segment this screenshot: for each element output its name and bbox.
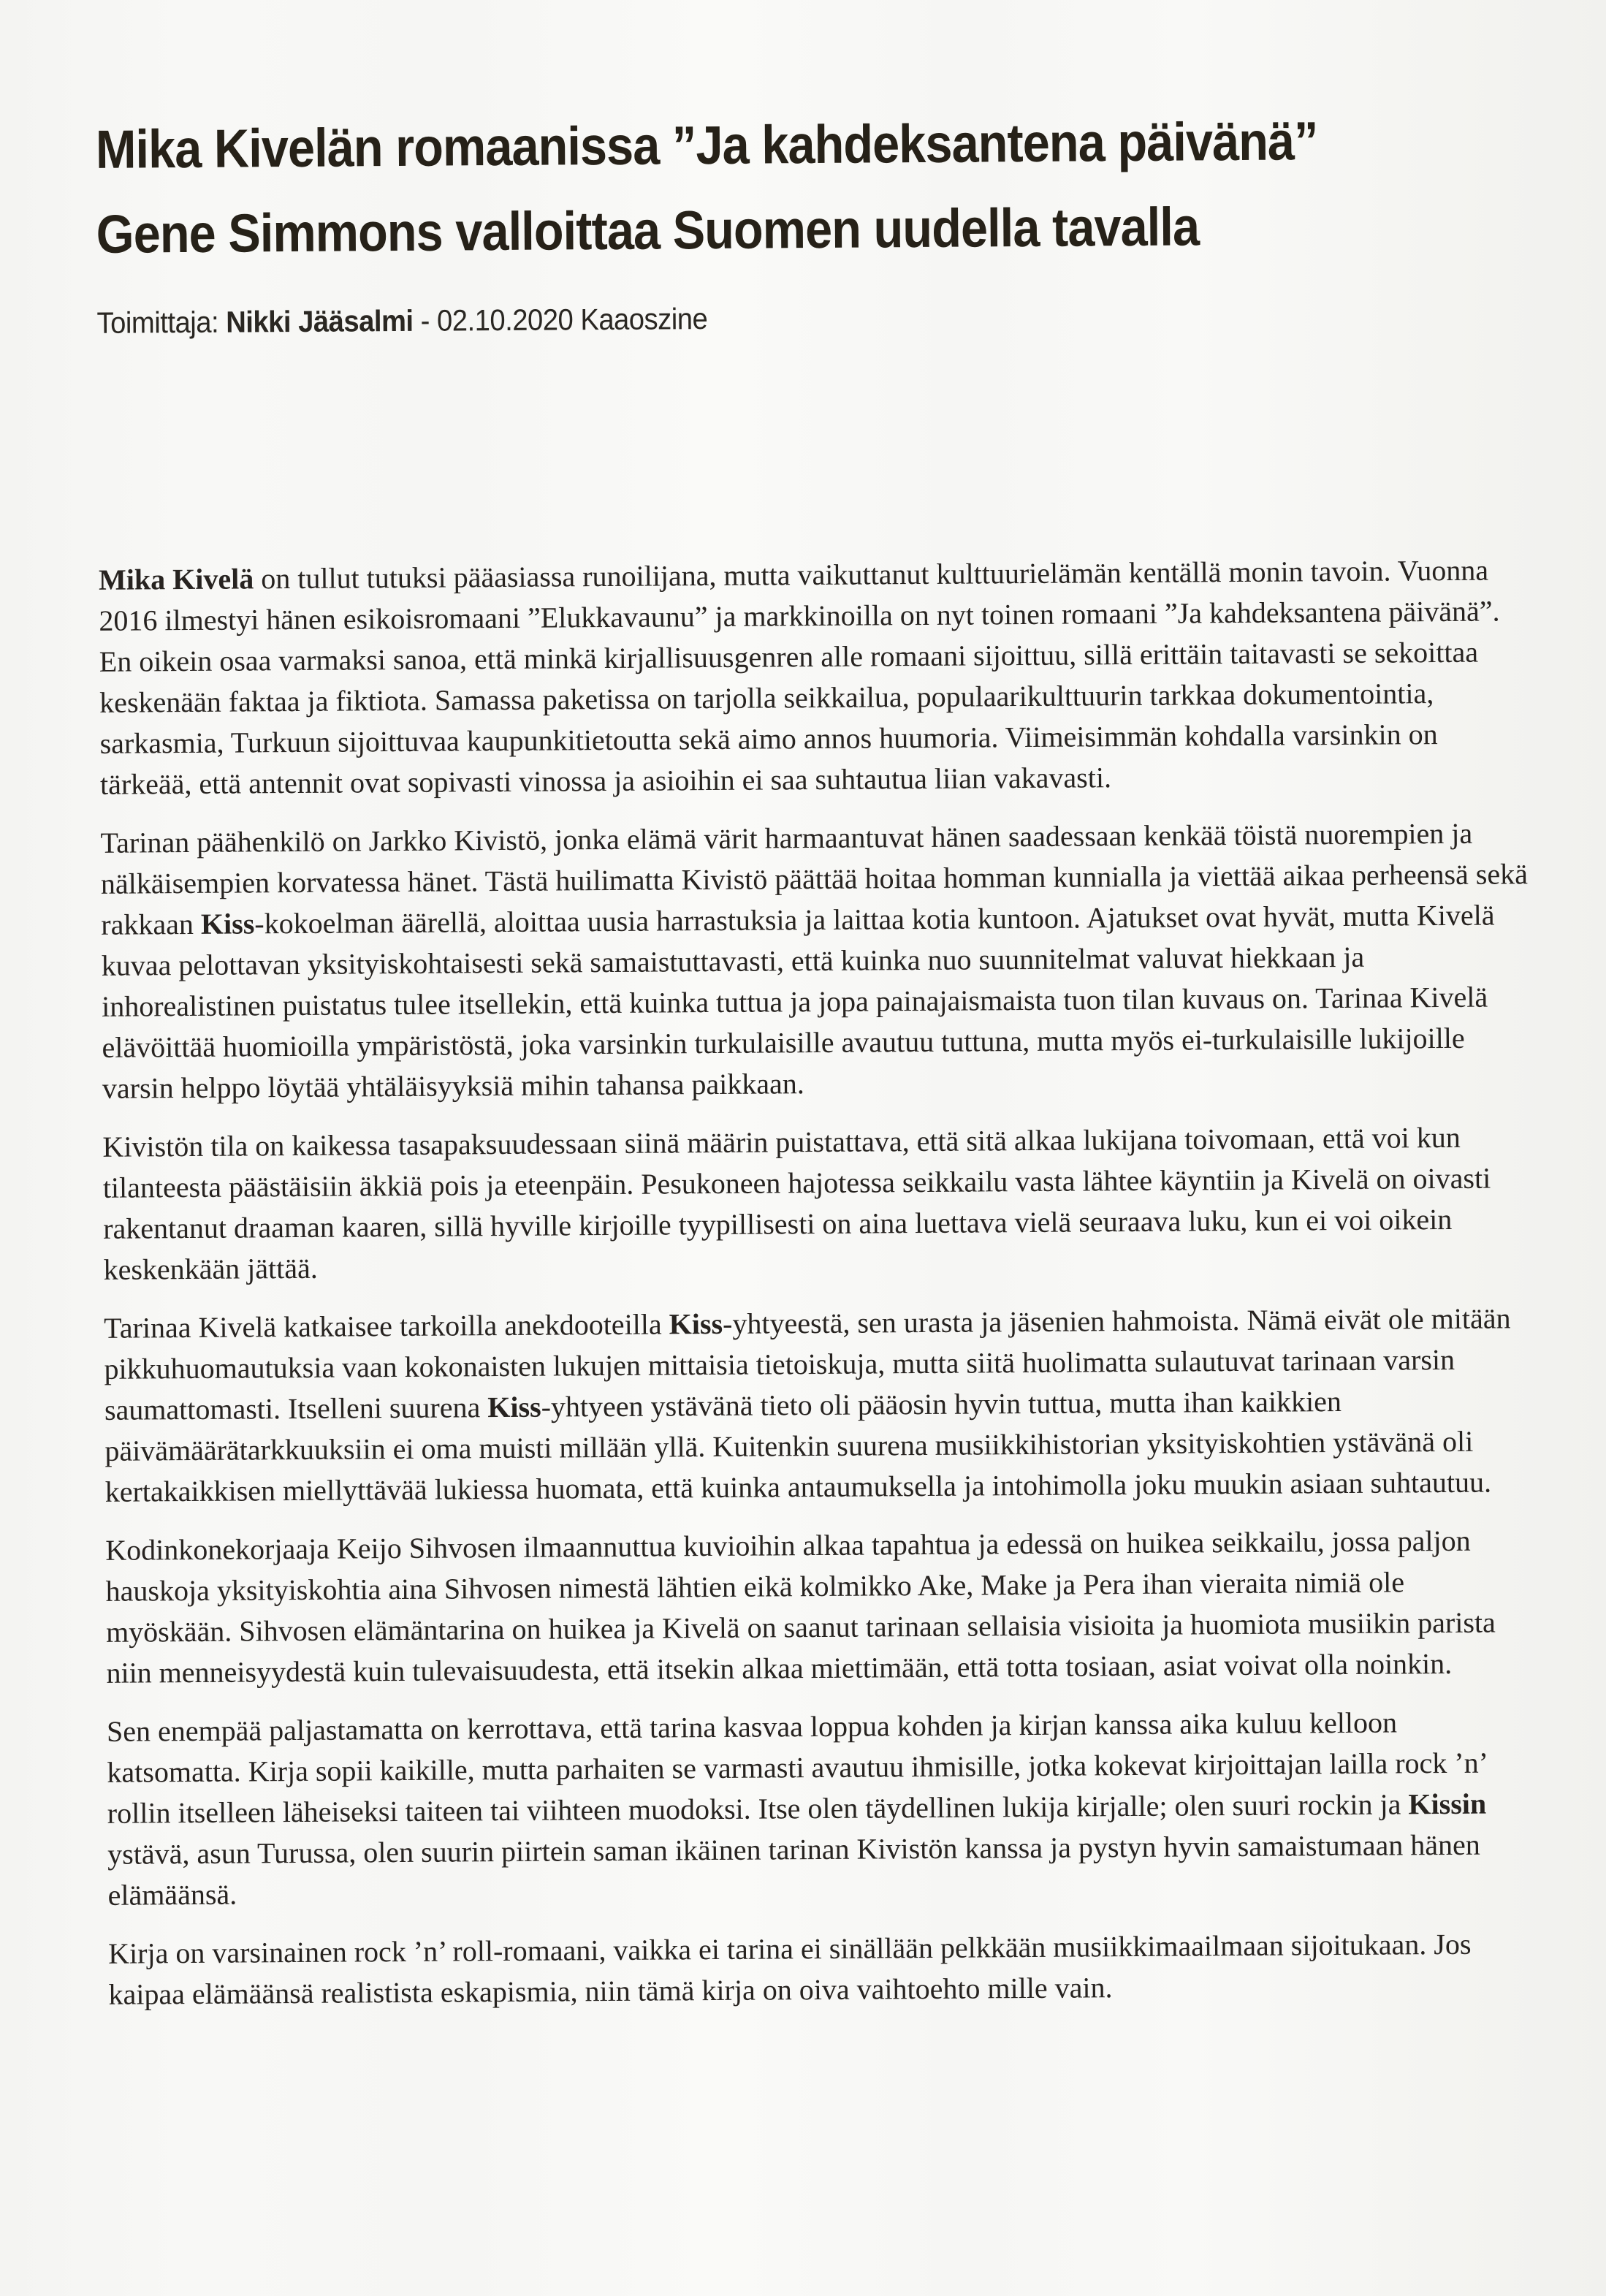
bold-text-run: Mika Kivelä xyxy=(98,562,254,596)
byline-prefix: Toimittaja: xyxy=(96,305,227,340)
article-paragraph-4 xyxy=(104,1298,1536,1513)
article-paragraph-7 xyxy=(108,1923,1540,2015)
bold-text-run: Kiss xyxy=(200,907,255,940)
byline xyxy=(96,297,1428,341)
article-title xyxy=(96,97,1529,277)
article-title-line-2: Gene Simmons valloittaa Suomen uudella tavalla xyxy=(96,196,1200,265)
bold-text-run: Kiss xyxy=(669,1307,723,1341)
article-body xyxy=(99,550,1540,2015)
byline-author: Nikki Jääsalmi xyxy=(226,303,414,339)
text-run: Kirja on varsinainen rock ’n’ roll-romaani, vaikka ei tarina ei sinällään pelkkään musiikkimaailmaan sijoitukaan. Jos kaipaa elämäänsä realistista eskapismia, niin tämä kirja on oiva vaihtoehto mille vain. xyxy=(108,1927,1472,2011)
text-run: Tarinaa Kivelä katkaisee tarkoilla anekdooteilla xyxy=(104,1307,669,1345)
text-run: Tarinan päähenkilö on Jarkko Kivistö, jonka elämä värit harmaantuvat hänen saadessaan kenkää töistä nuorempien ja nälkäisempien korvatessa hänet. Tästä huilimatta Kivistö päättää hoitaa homman kunnialla ja viettää aikaa perheensä sekä rakkaan xyxy=(100,816,1529,941)
text-run: on tullut tutuksi pääasiassa runoilijana, mutta vaikuttanut kulttuurielämän kentällä monin tavoin. Vuonna 2016 ilmestyi hänen esikoisromaani ”Elukkavaunu” ja markkinoilla on nyt toinen romaani ”Ja kahdeksantena päivänä”. En oikein osaa varmaksi sanoa, että minkä kirjallisuusgenren alle romaani sijoittuu, sillä erittäin taitavasti se sekoittaa keskenään faktaa ja fiktiota. Samassa paketissa on tarjolla seikkailua, populaarikulttuurin tarkkaa dokumentointia, sarkasmia, Turkuun sijoittuvaa kaupunkitietoutta sekä aimo annos huumoria. Viimeisimmän kohdalla varsinkin on tärkeää, että antennit ovat sopivasti vinossa ja asioihin ei saa suhtautua liian vakavasti. xyxy=(99,553,1500,801)
text-run: Kivistön tila on kaikessa tasapaksuudessaan siinä määrin puistattava, että sitä alkaa lukijana toivomaan, että voi kun tilanteesta päästäisiin äkkiä pois ja eteenpäin. Pesukoneen hajotessa seikkailu vasta lähtee käyntiin ja Kivelä on oivasti rakentanut draaman kaaren, sillä hyville kirjoille tyypillisesti on aina luettava vielä seuraava luku, kun ei voi oikein keskenkään jättää. xyxy=(102,1120,1491,1286)
article-paragraph-3 xyxy=(102,1117,1534,1290)
article-paragraph-2 xyxy=(100,813,1533,1109)
bold-text-run: Kissin xyxy=(1408,1787,1487,1821)
byline-suffix: - 02.10.2020 Kaaoszine xyxy=(413,302,708,338)
article-paragraph-1 xyxy=(99,550,1531,805)
article-title-line-1: Mika Kivelän romaanissa ”Ja kahdeksantena päivänä” xyxy=(95,110,1318,180)
page-content xyxy=(95,0,1541,2033)
text-run: ystävä, asun Turussa, olen suurin piirtein saman ikäinen tarinan Kivistön kanssa ja pystyn hyvin samaistumaan hänen elämäänsä. xyxy=(107,1828,1480,1912)
bold-text-run: Kiss xyxy=(487,1390,541,1424)
text-run: Kodinkonekorjaaja Keijo Sihvosen ilmaannuttua kuvioihin alkaa tapahtua ja edessä on huikea seikkailu, jossa paljon hauskoja yksityiskohtia aina Sihvosen nimestä lähtien eikä kolmikko Ake, Make ja Pera ihan vieraita nimiä ole myöskään. Sihvosen elämäntarina on huikea ja Kivelä on saanut tarinaan sellaisia visioita ja huomiota musiikin parista niin menneisyydestä kuin tulevaisuudesta, että itsekin alkaa miettimään, että totta tosiaan, asiat voivat olla noinkin. xyxy=(105,1524,1496,1689)
text-run: -yhtyeen ystävänä tieto oli pääosin hyvin tuttua, mutta ihan kaikkien päivämäärätarkkuuksiin ei oma muisti millään yllä. Kuitenkin suurena musiikkihistorian yksityiskohtien ystävänä oli kertakaikkisen miellyttävää lukiessa huomata, että kuinka antaumuksella ja intohimolla joku muukin asiaan suhtautuu. xyxy=(104,1385,1492,1508)
text-run: Sen enempää paljastamatta on kerrottava, että tarina kasvaa loppua kohden ja kirjan kanssa aika kuluu kelloon katsomatta. Kirja sopii kaikille, mutta parhaiten se varmasti avautuu ihmisille, jotka kokevat kirjoittajan lailla rock ’n’ rollin itselleen läheiseksi taiteen tai viihteen muodoksi. Itse olen täydellinen lukija kirjalle; olen suuri rockin ja xyxy=(106,1706,1487,1830)
article-paragraph-5 xyxy=(105,1520,1537,1694)
article-paragraph-6 xyxy=(107,1701,1539,1916)
text-run: -kokoelman äärellä, aloittaa uusia harrastuksia ja laittaa kotia kuntoon. Ajatukset ovat hyvät, mutta Kivelä kuvaa pelottavan yksityiskohtaisesti sekä samaistuttavasti, että kuinka nuo suunnitelmat valuvat hiekkaan ja inhorealistinen puistatus tulee itsellekin, että kuinka tuttua ja jopa painajaismaista tuon tilan kuvaus on. Tarinaa Kivelä elävöittää huomioilla ympäristöstä, joka varsinkin turkulaisille avautuu tuttuna, mutta myös ei-turkulaisille lukijoille varsin helppo löytää yhtäläisyyksiä mihin tahansa paikkaan. xyxy=(101,898,1495,1105)
text-run: -yhtyeestä, sen urasta ja jäsenien hahmoista. Nämä eivät ole mitään pikkuhuomautuksia vaan kokonaisten lukujen mittaisia tietoiskuja, mutta siitä huolimatta sulautuvat tarinaan varsin saumattomasti. Itselleni suurena xyxy=(104,1301,1511,1426)
